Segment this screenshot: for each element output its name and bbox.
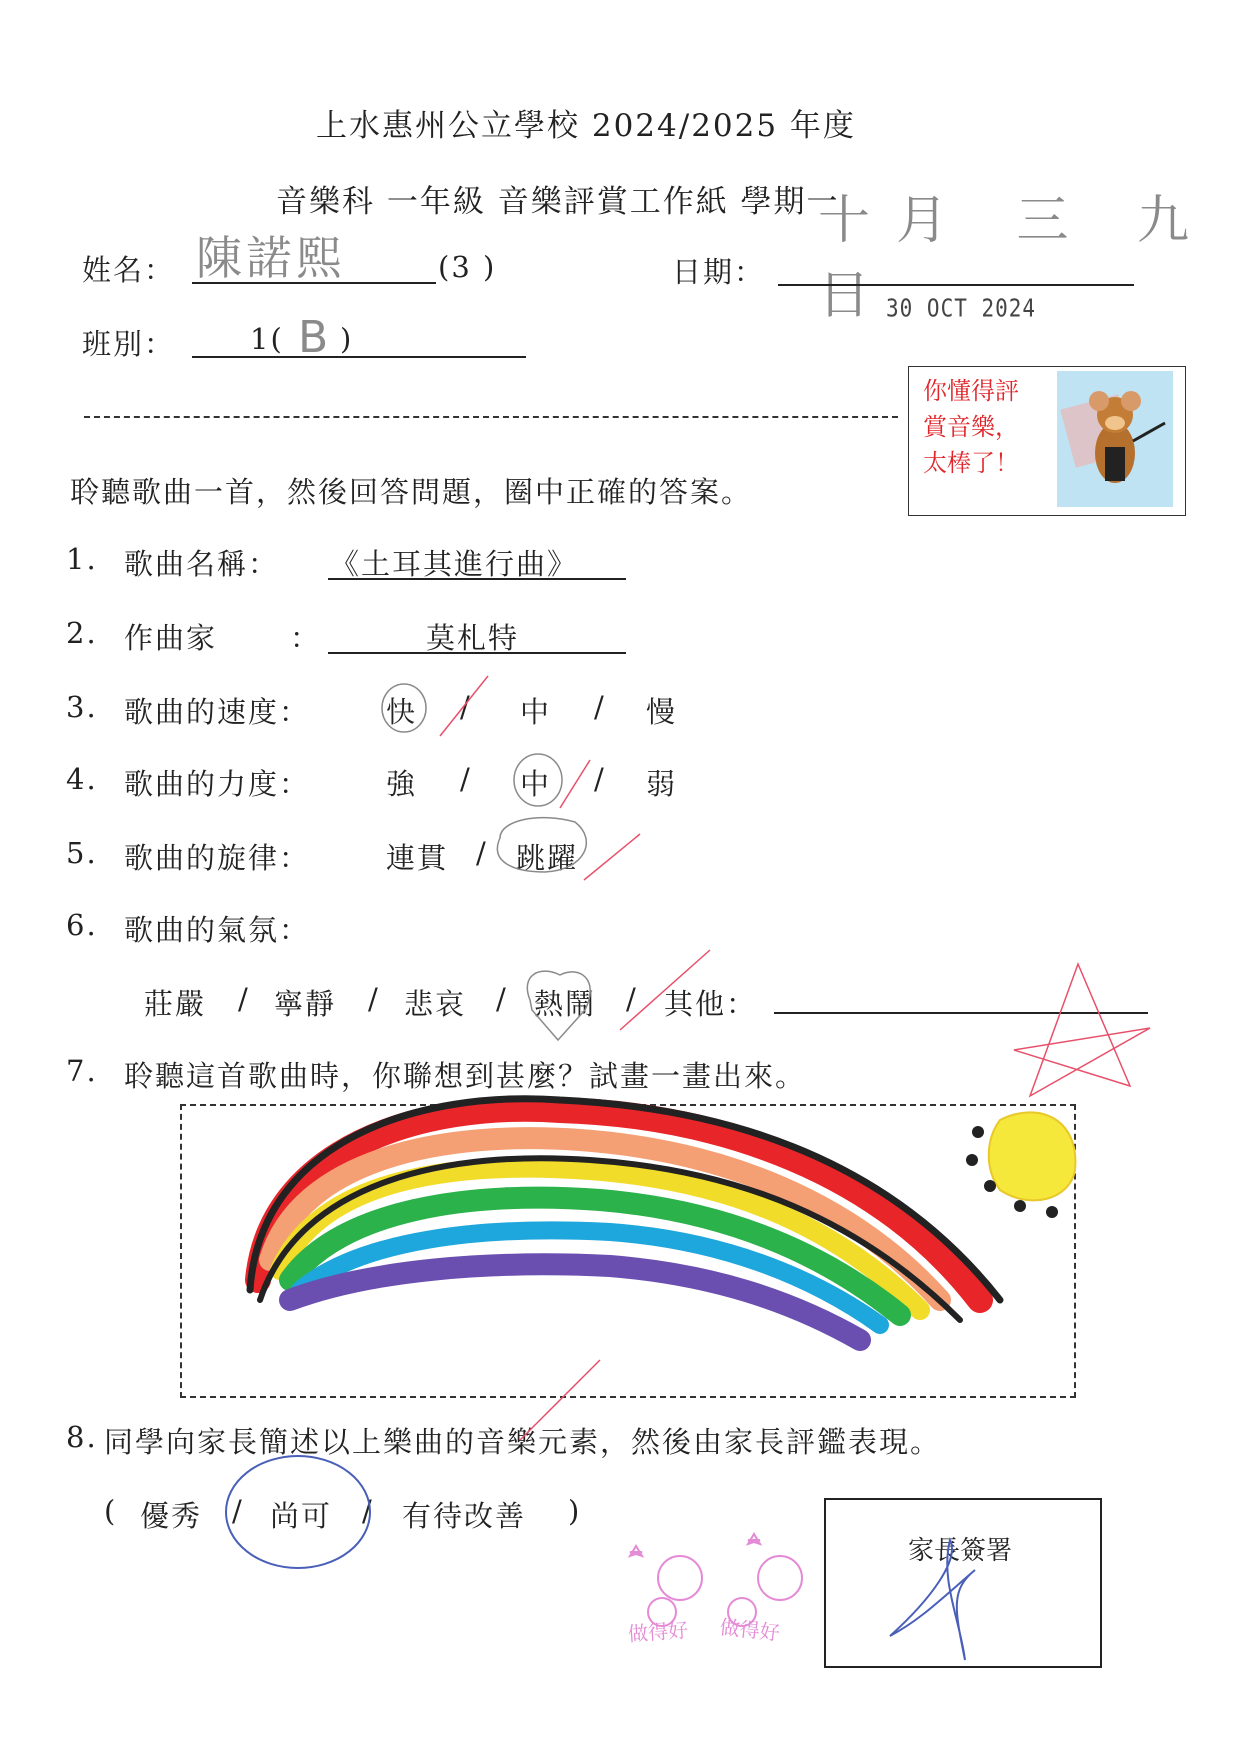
- red-tick-q3: [440, 676, 488, 736]
- parent-signature-label: 家長簽署: [908, 1536, 1013, 1566]
- q5-number: 5.: [66, 836, 98, 870]
- q3-option-slow: 慢: [646, 695, 678, 729]
- date-handwritten: 十月 三 九 日: [818, 191, 1216, 326]
- q6-sep-2: /: [368, 982, 380, 1016]
- pencil-circle-fast: [382, 684, 426, 732]
- stamp-text-1: 做得好: [627, 1617, 689, 1647]
- pencil-heart-lively: [527, 971, 590, 1040]
- q3-sep-2: /: [594, 690, 606, 724]
- worksheet-subtitle: 音樂科 一年級 音樂評賞工作紙 學期一: [276, 184, 840, 220]
- red-tick-q6: [620, 950, 710, 1030]
- q5-option-staccato: 跳躍: [516, 841, 579, 875]
- q8-option-excellent: 優秀: [140, 1499, 203, 1533]
- red-tick-q4: [560, 760, 590, 808]
- pencil-circle-staccato: [497, 818, 586, 872]
- hello-kitty-stamps: [630, 1534, 802, 1626]
- q6-option-other: 其他：: [664, 987, 758, 1021]
- stamp-text-2: 做得好: [718, 1614, 781, 1646]
- class-letter-handwritten: B: [298, 312, 329, 363]
- school-title: 上水惠州公立學校 2024/2025 年度: [316, 108, 856, 144]
- q6-option-calm: 寧靜: [274, 987, 337, 1021]
- q6-option-sad: 悲哀: [404, 987, 467, 1021]
- q3-option-medium: 中: [520, 695, 552, 729]
- q4-sep-1: /: [460, 762, 472, 796]
- q7-label: 聆聽這首歌曲時，你聯想到甚麼？試畫一畫出來。: [124, 1059, 807, 1093]
- q6-number: 6.: [66, 908, 98, 942]
- q6-label: 歌曲的氣氛：: [124, 913, 311, 947]
- q8-sep-2: /: [362, 1494, 374, 1528]
- class-suffix: ): [340, 322, 354, 356]
- red-tick-q8: [520, 1360, 600, 1440]
- q5-option-legato: 連貫: [386, 841, 449, 875]
- q2-number: 2.: [66, 616, 98, 650]
- sticker-line-2: 賞音樂，: [923, 413, 1019, 441]
- q8-close-paren: ): [568, 1494, 582, 1528]
- q7-number: 7.: [66, 1054, 98, 1088]
- q4-number: 4.: [66, 762, 98, 796]
- date-stamp: 30 OCT 2024: [886, 293, 1037, 323]
- q3-label: 歌曲的速度：: [124, 695, 311, 729]
- q2-label: 作曲家: [124, 621, 218, 655]
- sticker-line-3: 太棒了！: [923, 449, 1019, 477]
- q6-option-solemn: 莊嚴: [144, 987, 207, 1021]
- q6-sep-1: /: [238, 982, 250, 1016]
- q5-sep-1: /: [476, 836, 488, 870]
- q8-label: 同學向家長簡述以上樂曲的音樂元素，然後由家長評鑑表現。: [104, 1425, 942, 1459]
- q8-option-needs-improvement: 有待改善: [402, 1499, 527, 1533]
- sun-drawing: [966, 1112, 1075, 1218]
- q4-option-weak: 弱: [646, 767, 678, 801]
- q5-label: 歌曲的旋律：: [124, 841, 311, 875]
- pencil-circle-medium: [514, 754, 562, 806]
- q2-colon: ：: [290, 621, 322, 655]
- class-label: 班別：: [82, 327, 176, 361]
- instructions: 聆聽歌曲一首，然後回答問題，圈中正確的答案。: [70, 475, 753, 509]
- parent-signature-scribble: [890, 1540, 975, 1660]
- name-handwritten: 陳諾熙: [196, 231, 346, 285]
- q6-sep-4: /: [626, 982, 638, 1016]
- red-tick-q5: [584, 834, 640, 880]
- q3-sep-1: /: [460, 690, 472, 724]
- q6-sep-3: /: [496, 982, 508, 1016]
- q4-option-medium: 中: [520, 767, 552, 801]
- q4-sep-2: /: [594, 762, 606, 796]
- q1-label: 歌曲名稱：: [124, 547, 280, 581]
- red-star: [1014, 964, 1150, 1096]
- q3-number: 3.: [66, 690, 98, 724]
- rainbow-drawing: [250, 1099, 1000, 1340]
- q4-option-strong: 強: [386, 767, 418, 801]
- sticker-line-1: 你懂得評: [923, 377, 1019, 405]
- q6-option-lively: 熱鬧: [534, 987, 597, 1021]
- q8-number: 8.: [66, 1420, 98, 1454]
- class-number: (3 ): [438, 250, 497, 284]
- class-prefix: 1(: [250, 322, 284, 356]
- q3-option-fast: 快: [386, 695, 418, 729]
- blue-circle-fair: [226, 1456, 370, 1568]
- q8-sep-1: /: [232, 1494, 244, 1528]
- q8-open-paren: (: [104, 1494, 118, 1528]
- q8-option-fair: 尚可: [270, 1499, 333, 1533]
- name-label: 姓名：: [82, 253, 176, 287]
- q1-answer: 《土耳其進行曲》: [330, 547, 579, 581]
- q2-answer: 莫札特: [426, 621, 520, 655]
- date-label: 日期：: [672, 255, 766, 289]
- q4-label: 歌曲的力度：: [124, 767, 311, 801]
- q1-number: 1.: [66, 542, 98, 576]
